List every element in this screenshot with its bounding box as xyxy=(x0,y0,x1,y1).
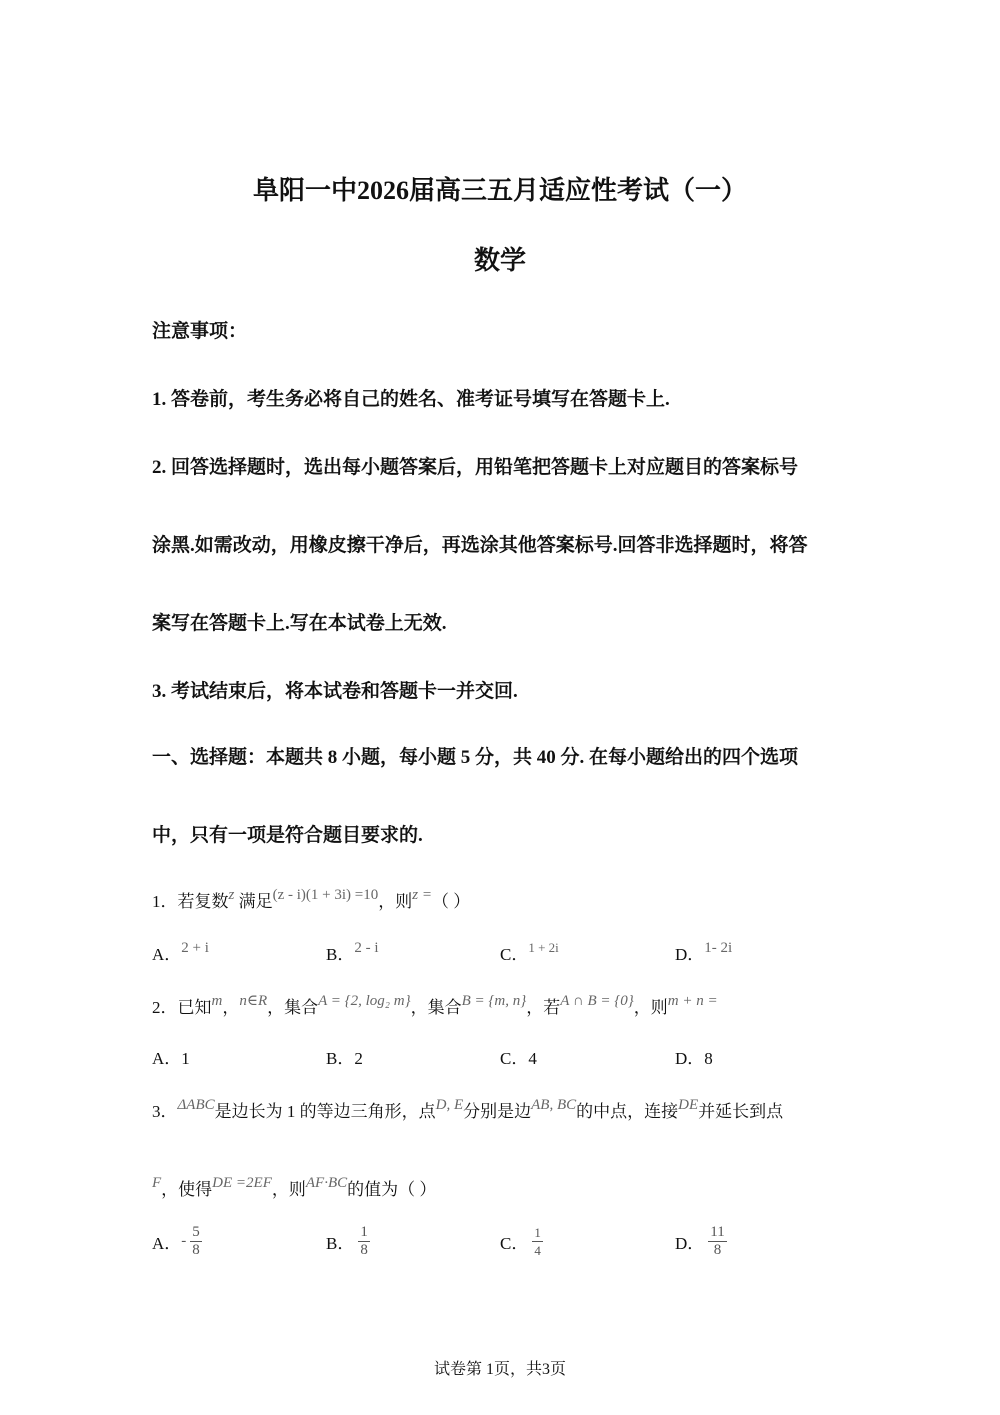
q3-points-de: D, E xyxy=(435,1097,464,1113)
q1-end: ，则 xyxy=(378,892,413,911)
q2-n-in-r: n∈R xyxy=(239,993,268,1009)
q2-option-c[interactable]: C．4 xyxy=(500,1049,537,1068)
q2-intersection: A ∩ B = {0} xyxy=(560,993,634,1009)
q1-option-b[interactable]: B．2 - i xyxy=(326,940,379,964)
q2-option-d[interactable]: D．8 xyxy=(675,1049,713,1068)
q1-option-c[interactable]: C．$^{1 + 2i}$ xyxy=(500,940,559,964)
q3-triangle: ΔABC xyxy=(177,1097,215,1113)
q1-var-z: z xyxy=(228,887,235,903)
q2-set-a: A = {2, log₂ m} xyxy=(318,993,411,1009)
q3-option-b[interactable]: B． $\frac{1}{8}$ xyxy=(326,1224,368,1258)
q2-var-m: m xyxy=(211,993,223,1009)
notice-item-2-line-1: 2. 回答选择题时，选出每小题答案后，用铅笔把答题卡上对应题目的答案标号 xyxy=(152,457,799,478)
subject-title: 数学 xyxy=(473,246,526,275)
q3-option-d[interactable]: D． $\frac{11}{8}$ xyxy=(675,1224,725,1258)
q3-segment-de: DE xyxy=(678,1097,699,1113)
q1-mid: 满足 xyxy=(238,892,273,911)
q3-point-f: F xyxy=(152,1175,162,1191)
q2-option-b[interactable]: B．2 xyxy=(326,1049,363,1068)
fraction: $\frac{1}{4}$ xyxy=(534,1225,541,1258)
q1-paren: （ ） xyxy=(431,892,471,911)
exam-title: 阜阳一中2026届高三五月适应性考试（一） xyxy=(252,176,747,205)
q1-z-equals: z = xyxy=(412,887,432,903)
q3-option-c[interactable]: C． $\frac{1}{4}$ xyxy=(500,1225,541,1258)
notice-item-2-line-2: 涂黑.如需改动，用橡皮擦干净后，再选涂其他答案标号.回答非选择题时，将答 xyxy=(152,535,808,556)
section1-heading-line-2: 中，只有一项是符合题目要求的. xyxy=(152,825,423,846)
fraction: $\frac{5}{8}$ xyxy=(192,1224,200,1258)
notice-item-3: 3. 考试结束后，将本试卷和答题卡一并交回. xyxy=(152,681,518,702)
q3-dot-product: AF·BC xyxy=(305,1175,348,1191)
notice-heading: 注意事项： xyxy=(152,321,248,342)
q2-sum: m + n = xyxy=(667,993,718,1009)
page-footer: 试卷第 1页，共3页 xyxy=(433,1361,566,1378)
q3-option-a[interactable]: A．- $\frac{5}{8}$ xyxy=(152,1224,200,1258)
question-3-line-2: F，使得DE =2EF，则AF·BC的值为（ ） xyxy=(152,1175,437,1199)
q2-option-a[interactable]: A．1 xyxy=(152,1049,190,1068)
q1-option-d[interactable]: D．1- 2i xyxy=(675,940,733,964)
q1-option-a[interactable]: A．2 + i xyxy=(152,940,209,964)
q3-condition: DE =2EF xyxy=(212,1175,272,1191)
question-3-line-1: 3．ΔABC是边长为 1 的等边三角形，点D, E分别是边AB, BC的中点，连接DE并延长到点 xyxy=(152,1097,784,1121)
section1-heading-line-1: 一、选择题：本题共 8 小题，每小题 5 分，共 40 分. 在每小题给出的四个选项 xyxy=(152,747,799,768)
q3-sides: AB, BC xyxy=(531,1097,577,1113)
question-1 xyxy=(152,887,470,912)
fraction: $\frac{1}{8}$ xyxy=(360,1224,368,1258)
q2-set-b: B = {m, n} xyxy=(461,993,527,1009)
notice-item-2-line-3: 案写在答题卡上.写在本试卷上无效. xyxy=(152,613,447,634)
q1-prefix: 1．若复数 xyxy=(152,892,229,911)
fraction: $\frac{11}{8}$ xyxy=(710,1224,725,1258)
q1-equation: (z - i)(1 + 3i) =10 xyxy=(272,887,379,903)
question-2: 2．已知m，n∈R，集合A = {2, log₂ m}，集合B = {m, n}，若A ∩ B = {0}，则m + n = xyxy=(152,993,718,1017)
notice-item-1: 1. 答卷前，考生务必将自己的姓名、准考证号填写在答题卡上. xyxy=(152,389,670,410)
